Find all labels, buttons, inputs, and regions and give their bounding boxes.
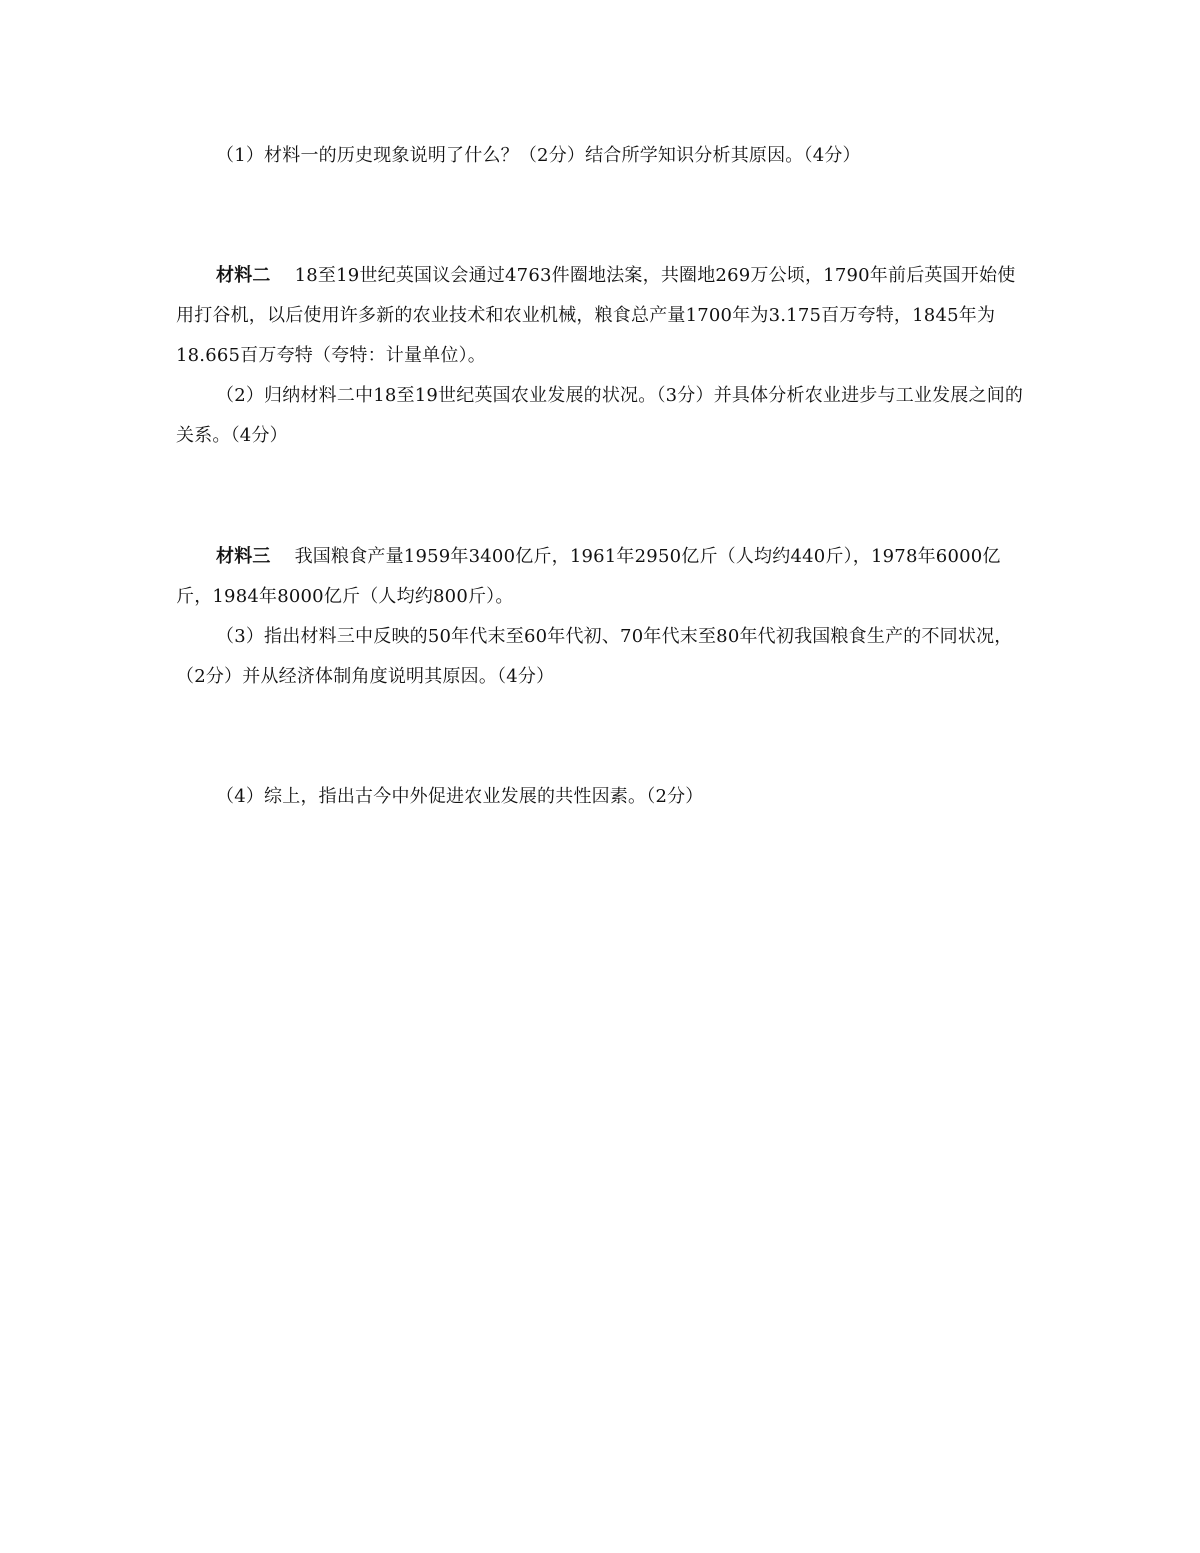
material-3-text: 我国粮食产量1959年3400亿斤，1961年2950亿斤（人均约440斤），1978年6000亿斤，1984年8000亿斤（人均约800斤）。 [176,546,1001,607]
material-2-text: 18至19世纪英国议会通过4763件圈地法案，共圈地269万公顷，1790年前后英国开始使用打谷机，以后使用许多新的农业技术和农业机械，粮食总产量1700年为3.175百万夸特，1845年为18.665百万夸特（夸特：计量单位）。 [176,265,1016,366]
material-2-paragraph [176,256,1026,376]
material-3-paragraph [176,537,1026,617]
material-2-label: 材料二 [216,265,271,286]
question-2: （2）归纳材料二中18至19世纪英国农业发展的状况。（3分）并具体分析农业进步与工业发展之间的关系。（4分） [176,385,1024,446]
material-3-label: 材料三 [216,546,271,567]
question-3: （3）指出材料三中反映的50年代末至60年代初、70年代末至80年代初我国粮食生产的不同状况，（2分）并从经济体制角度说明其原因。（4分） [176,626,1013,687]
question-1: （1）材料一的历史现象说明了什么？（2分）结合所学知识分析其原因。（4分） [216,145,861,166]
question-4: （4）综上，指出古今中外促进农业发展的共性因素。（2分） [216,786,704,807]
